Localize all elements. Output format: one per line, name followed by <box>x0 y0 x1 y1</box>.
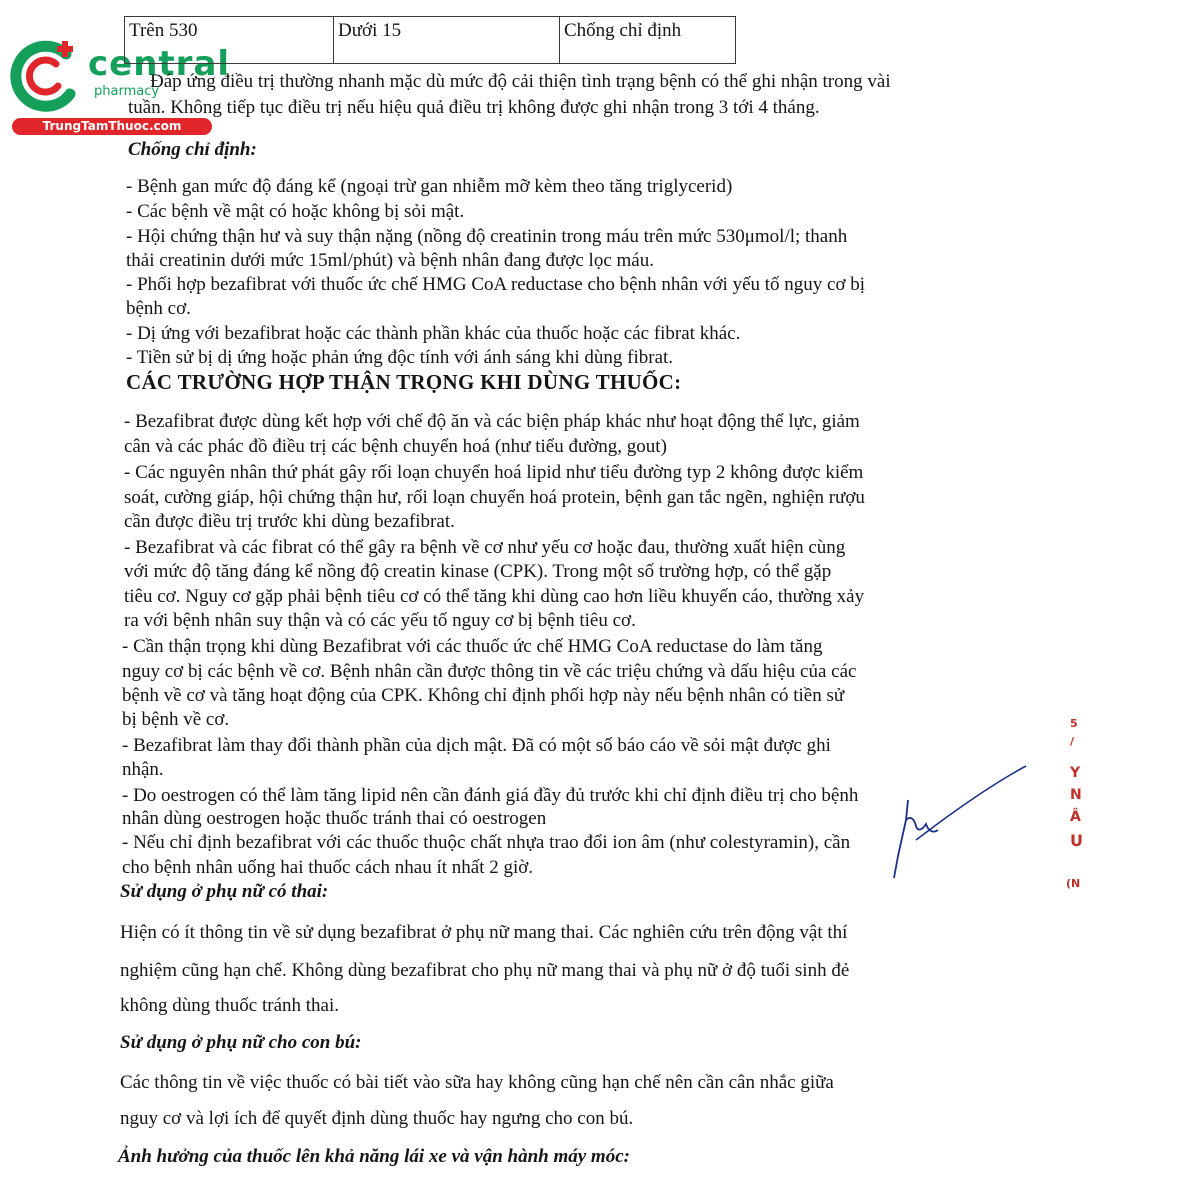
body-line: cho bệnh nhân uống hai thuốc cách nhau ít nhất 2 giờ. <box>122 857 534 878</box>
body-line: - Bezafibrat và các fibrat có thể gây ra bệnh về cơ như yếu cơ hoặc đau, thường xuất hiện cùng <box>124 537 846 558</box>
intro-line: Đáp ứng điều trị thường nhanh mặc dù mức độ cải thiện tình trạng bệnh có thể ghi nhận trong vài <box>150 71 891 92</box>
body-line: cần được điều trị trước khi dùng bezafibrat. <box>124 511 455 532</box>
stamp-char: U <box>1070 831 1083 850</box>
body-line: nhận. <box>122 759 164 780</box>
stamp-char: / <box>1070 735 1075 748</box>
body-line: thải creatinin dưới mức 15ml/phút) và bệnh nhân đang được lọc máu. <box>126 250 654 271</box>
body-line: Hiện có ít thông tin về sử dụng bezafibrat ở phụ nữ mang thai. Các nghiên cứu trên động vật thí <box>120 922 848 943</box>
body-line: - Các nguyên nhân thứ phát gây rối loạn chuyển hoá lipid như tiểu đường typ 2 không được kiểm <box>124 462 864 483</box>
body-line: soát, cường giáp, hội chứng thận hư, rối loạn chuyển hoá protein, bệnh gan tắc ngẽn, nghiện rượu <box>124 487 865 508</box>
body-line: Các thông tin về việc thuốc có bài tiết vào sữa hay không cũng hạn chế nên cần cân nhắc giữa <box>120 1072 834 1093</box>
table-cell: Dưới 15 <box>334 17 560 63</box>
table-cell: Trên 530 <box>125 17 334 63</box>
stamp-char: N <box>1070 787 1082 803</box>
logo-banner: TrungTamThuoc.com <box>12 118 212 135</box>
body-line: - Bệnh gan mức độ đáng kể (ngoại trừ gan nhiễm mỡ kèm theo tăng triglycerid) <box>126 176 733 197</box>
section-heading-pregnancy: Sử dụng ở phụ nữ có thai: <box>120 881 329 902</box>
logo-c-icon <box>8 36 88 118</box>
intro-line: tuần. Không tiếp tục điều trị nếu hiệu quả điều trị không được ghi nhận trong 3 tới 4 tháng. <box>128 97 820 118</box>
body-line: bệnh về cơ và tăng hoạt động của CPK. Không chỉ định phối hợp này nếu bệnh nhân có tiền sử <box>122 685 845 706</box>
body-line: với mức độ tăng đáng kể nồng độ creatin kinase (CPK). Trong một số trường hợp, có thể gặp <box>124 561 832 582</box>
logo-name: central <box>88 44 231 84</box>
body-line: - Hội chứng thận hư và suy thận nặng (nồng độ creatinin trong máu trên mức 530μmol/l; thanh <box>126 226 848 247</box>
body-line: - Các bệnh về mật có hoặc không bị sỏi mật. <box>126 201 465 222</box>
body-line: nguy cơ bị các bệnh về cơ. Bệnh nhân cần được thông tin về các triệu chứng và dấu hiệu của các <box>122 661 857 682</box>
stamp-char: 5 <box>1070 717 1078 730</box>
body-line: nhân dùng oestrogen hoặc thuốc tránh thai có oestrogen <box>122 808 547 829</box>
body-line: bị bệnh về cơ. <box>122 709 230 730</box>
body-line: nghiệm cũng hạn chế. Không dùng bezafibrat cho phụ nữ mang thai và phụ nữ ở độ tuổi sinh đẻ <box>120 960 850 981</box>
dosage-table-row <box>124 16 736 64</box>
body-line: bệnh cơ. <box>126 298 191 319</box>
body-line: nguy cơ và lợi ích để quyết định dùng thuốc hay ngưng cho con bú. <box>120 1108 634 1129</box>
stamp-fragment <box>1060 705 1090 905</box>
body-line: cân và các phác đồ điều trị các bệnh chuyển hoá (như tiểu đường, gout) <box>124 436 667 457</box>
body-line: - Tiền sử bị dị ứng hoặc phản ứng độc tính với ánh sáng khi dùng fibrat. <box>126 347 674 368</box>
body-line: - Dị ứng với bezafibrat hoặc các thành phần khác của thuốc hoặc các fibrat khác. <box>126 323 741 344</box>
body-line: - Cần thận trọng khi dùng Bezafibrat với các thuốc ức chế HMG CoA reductase do làm tăng <box>122 636 823 657</box>
section-heading-lactation: Sử dụng ở phụ nữ cho con bú: <box>120 1032 362 1053</box>
stamp-char: Â <box>1070 809 1081 825</box>
body-line: tiêu cơ. Nguy cơ gặp phải bệnh tiêu cơ có thể tăng khi dùng cao hơn liều khuyến cáo, thường xảy <box>124 586 865 607</box>
signature-icon <box>880 760 1030 880</box>
body-line: - Bezafibrat làm thay đổi thành phần của dịch mật. Đã có một số báo cáo về sỏi mật được ghi <box>122 735 831 756</box>
body-line: - Nếu chỉ định bezafibrat với các thuốc thuộc chất nhựa trao đổi ion âm (như colestyramin), cần <box>122 832 851 853</box>
body-line: không dùng thuốc tránh thai. <box>120 995 339 1016</box>
body-line: - Bezafibrat được dùng kết hợp với chế độ ăn và các biện pháp khác như hoạt động thể lực, giảm <box>124 411 860 432</box>
stamp-char: Y <box>1070 765 1081 781</box>
body-line: - Do oestrogen có thể làm tăng lipid nên cần đánh giá đầy đủ trước khi chỉ định điều trị cho bệnh <box>122 785 859 806</box>
body-line: - Phối hợp bezafibrat với thuốc ức chế HMG CoA reductase cho bệnh nhân với yếu tố nguy cơ bị <box>126 274 866 295</box>
section-heading-contraindications: Chống chỉ định: <box>128 139 257 160</box>
table-cell: Chống chỉ định <box>564 20 682 41</box>
stamp-char: (N <box>1066 877 1081 890</box>
body-line: ra với bệnh nhân suy thận và có các yếu tố nguy cơ bị bệnh tiêu cơ. <box>124 610 636 631</box>
section-heading-precautions: CÁC TRƯỜNG HỢP THẬN TRỌNG KHI DÙNG THUỐC: <box>126 370 682 394</box>
logo-subtitle: pharmacy <box>94 84 160 99</box>
section-heading-driving: Ảnh hưởng của thuốc lên khả năng lái xe và vận hành máy móc: <box>118 1146 630 1167</box>
